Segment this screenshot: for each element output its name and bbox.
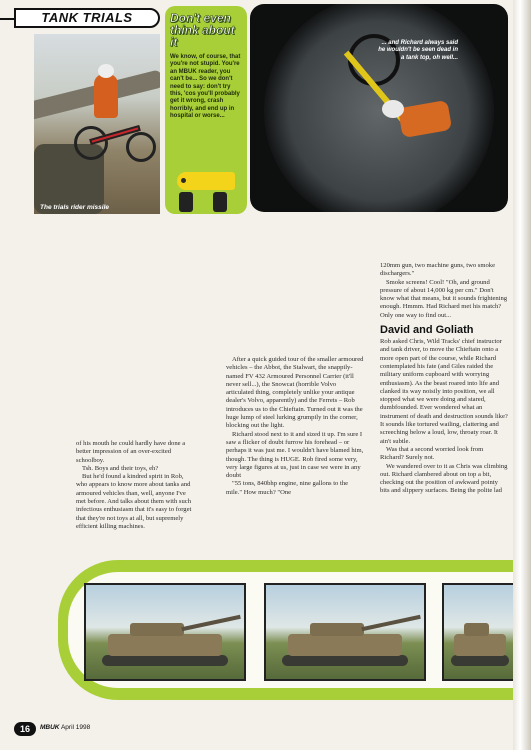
paragraph: Rob asked Chris, Wild Tracks' chief instructor and tank driver, to move the Chieftain onto a more open part of the course, while Richard contemplated his fate (and Giles raided the military uniform cupboard with worrying enthusiasm). As the beast roared into life and clanked its way noisily into position, we all stopped what we were doing and stared, dumbfounded. Ever wondered what an instrument of death and destruction sounds like? It sounds like tortured wailing, clattering and screeching below a loud, low, throaty roar. It ain't subtle. bbox=[380, 338, 508, 445]
tank-gun bbox=[181, 615, 240, 631]
paragraph: Tsh. Boys and their toys, eh? bbox=[82, 464, 159, 472]
tank-turret bbox=[310, 623, 364, 636]
paragraph: Richard stood next to it and sized it up. I'm sure I saw a flicker of doubt furrow his forehead – or perhaps it was just me. I wouldn't have blamed him, though. The thing is HUGE. Rob fired some very, very large figures at us, just in case we were in any doubt bbox=[226, 430, 364, 480]
tank-photo-2 bbox=[264, 583, 426, 681]
tank-hull bbox=[454, 634, 506, 657]
paragraph: of his mouth he could hardly have done a better impression of an over-excited schoolboy. bbox=[76, 440, 186, 464]
sidebar-body: We know, of course, that you're not stupid. You're an MBUK reader, you can't be... So we don't need to say: don't try this, 'cos you'll probably get it wrong, crash horribly, and end up in hospital or worse... bbox=[170, 54, 241, 120]
sidebar-title: Don't even think about it bbox=[170, 11, 235, 49]
photo2-caption: ... and Richard always said he wouldn't be seen dead in a tank top, oh well... bbox=[378, 40, 458, 61]
rider bbox=[94, 74, 118, 118]
paragraph: We wandered over to it as Chris was climbing out. Richard clambered about on top a bit, checking out the position of awkward pointy bits and slippery surfaces. Being the polite lad bbox=[380, 462, 508, 495]
folio bbox=[40, 724, 90, 731]
bike-wheel-rear bbox=[126, 132, 156, 162]
paragraph: Was that a second worried look from Richard? Surely not. bbox=[380, 445, 484, 462]
paragraph: But he'd found a kindred spirit in Rob, who appears to know more about tanks and armoured vehicles than, well, anyone I've met before. And talks about them with such infectious enthusiasm that it's easy to forget that they're not toys at all, but supremely efficient killing machines. bbox=[76, 473, 192, 530]
issue-date: April 1998 bbox=[60, 724, 91, 731]
binoculars-right-icon bbox=[213, 192, 227, 212]
magazine-name: MBUK bbox=[40, 724, 60, 731]
tank-hull bbox=[108, 634, 222, 657]
paragraph: "55 tons, 840bhp engine, nine gallons to the mile." How much? "One bbox=[226, 480, 349, 496]
tank-photo-1 bbox=[84, 583, 246, 681]
text-column-3 bbox=[380, 262, 508, 496]
text-column-1 bbox=[76, 440, 194, 531]
tank-tracks bbox=[282, 655, 408, 666]
tank-turret bbox=[464, 623, 488, 636]
tank-tracks bbox=[451, 655, 509, 666]
paragraph: After a quick guided tour of the smaller armoured vehicles – the Abbot, the Stalwart, the snappily-named FV 432 Armoured Personnel Carrier (it'll never sell...), the Snowcat (horrible Volvo articulated thing, completely unlike your antique dealer's Volvo, apparently) and the Ferrets – Rob introduces us to the Chieftain. Turned out it was the huge lump of steel lurking grumpily in the corner, blocking out the light. bbox=[226, 356, 364, 430]
text-column-2 bbox=[226, 356, 364, 497]
paragraph: Smoke screens! Cool! "Oh, and ground pressure of about 14,000 kg per cm." Don't know what that means, but it sounds frightening enough. Hmmm. Had Richard met his match? Only one way to find out... bbox=[380, 278, 508, 319]
photo1-caption: The trials rider missile bbox=[40, 204, 110, 211]
tank-turret bbox=[130, 623, 184, 636]
section-title: TANK TRIALS bbox=[14, 8, 160, 28]
rider-helmet bbox=[98, 64, 114, 78]
paragraph: 120mm gun, two machine guns, two smoke dischargers." bbox=[380, 262, 496, 278]
page-number: 16 bbox=[14, 722, 36, 736]
tank-tracks bbox=[102, 655, 228, 666]
binoculars-left-icon bbox=[179, 192, 193, 212]
rider-helmet bbox=[382, 100, 404, 118]
subheading: David and Goliath bbox=[380, 324, 474, 337]
header-rule bbox=[0, 18, 14, 20]
page-curl bbox=[513, 0, 531, 750]
tank-gun bbox=[361, 615, 420, 631]
tank-hull bbox=[288, 634, 402, 657]
photo-rider-jump bbox=[34, 34, 160, 214]
cone-dot bbox=[181, 178, 186, 183]
photo-rider-in-tube bbox=[250, 4, 508, 212]
tank-photo-3 bbox=[442, 583, 518, 681]
sidebar-warning-box bbox=[165, 6, 247, 214]
